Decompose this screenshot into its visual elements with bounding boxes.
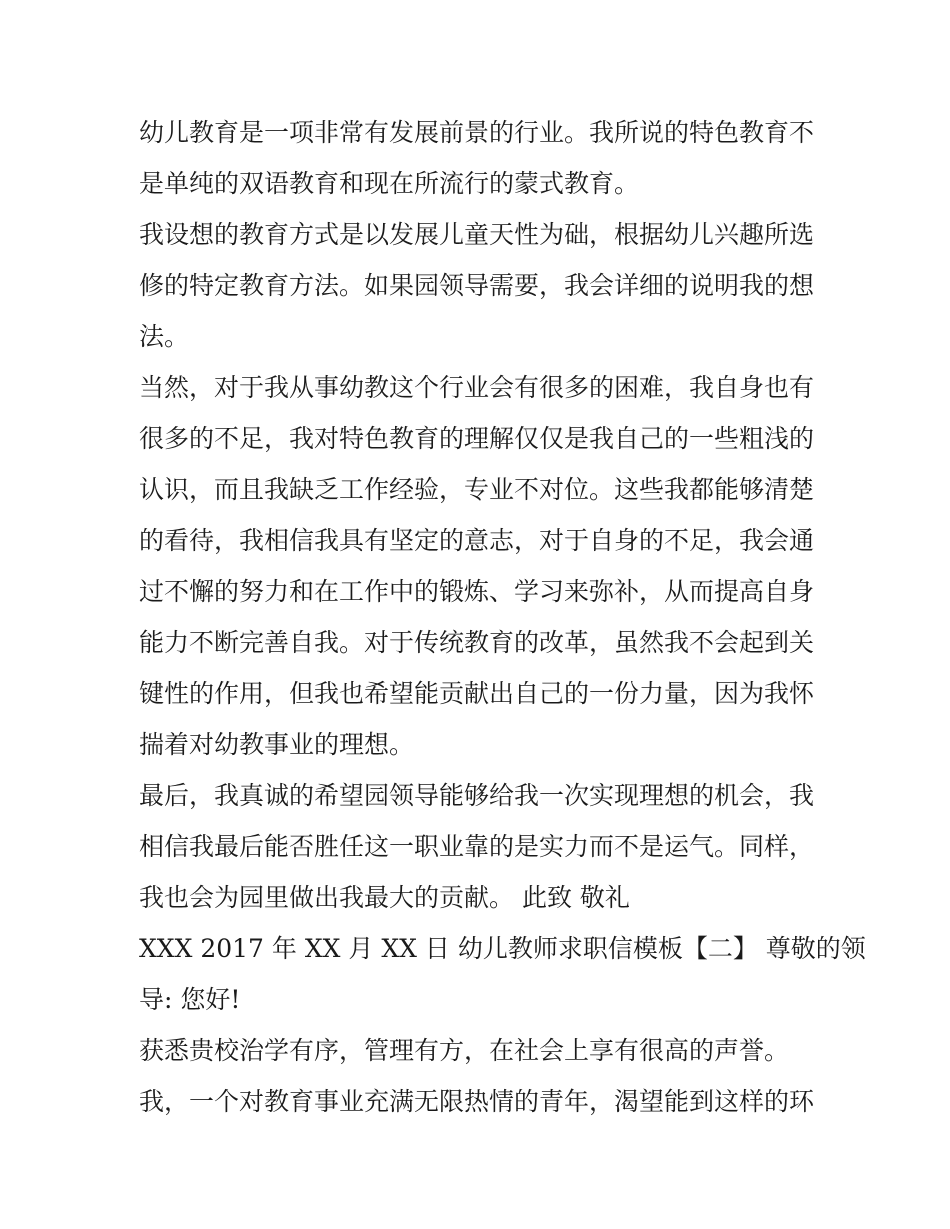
text-line: 我也会为园里做出我最大的贡献。 此致 敬礼 bbox=[139, 883, 630, 912]
text-line: 我，一个对教育事业充满无限热情的青年，渴望能到这样的环 bbox=[139, 1087, 815, 1116]
text-line: XXX 2017 年 XX 月 XX 日 幼儿教师求职信模板【二】 尊敬的领 bbox=[139, 934, 866, 963]
text-line: 最后，我真诚的希望园领导能够给我一次实现理想的机会，我 bbox=[139, 781, 815, 810]
text-line: 当然，对于我从事幼教这个行业会有很多的困难，我自身也有 bbox=[139, 373, 815, 402]
paragraph bbox=[139, 923, 866, 1025]
text-line: 幼儿教育是一项非常有发展前景的行业。我所说的特色教育不 bbox=[139, 118, 815, 147]
text-line: 相信我最后能否胜任这一职业靠的是实力而不是运气。同样， bbox=[139, 832, 815, 861]
text-line: 能力不断完善自我。对于传统教育的改革，虽然我不会起到关 bbox=[139, 628, 815, 657]
text-line: 我设想的教育方式是以发展儿童天性为础，根据幼儿兴趣所选 bbox=[139, 220, 815, 249]
paragraph bbox=[139, 362, 819, 770]
text-line: 是单纯的双语教育和现在所流行的蒙式教育。 bbox=[139, 169, 640, 198]
document-body bbox=[139, 107, 866, 1127]
paragraph bbox=[139, 107, 819, 209]
text-line: 的看待，我相信我具有坚定的意志，对于自身的不足，我会通 bbox=[139, 526, 815, 555]
text-line: 认识，而且我缺乏工作经验，专业不对位。这些我都能够清楚 bbox=[139, 475, 815, 504]
paragraph bbox=[139, 770, 819, 923]
text-line: 过不懈的努力和在工作中的锻炼、学习来弥补，从而提高自身 bbox=[139, 577, 815, 606]
text-line: 修的特定教育方法。如果园领导需要，我会详细的说明我的想 bbox=[139, 271, 815, 300]
text-line: 很多的不足，我对特色教育的理解仅仅是我自己的一些粗浅的 bbox=[139, 424, 815, 453]
text-line: 揣着对幼教事业的理想。 bbox=[139, 730, 415, 759]
paragraph bbox=[139, 1076, 819, 1127]
text-line: 获悉贵校治学有序，管理有方，在社会上享有很高的声誉。 bbox=[139, 1036, 790, 1065]
paragraph bbox=[139, 209, 819, 362]
text-line: 法。 bbox=[139, 322, 190, 351]
text-line: 导: 您好! bbox=[139, 985, 241, 1014]
text-line: 键性的作用，但我也希望能贡献出自己的一份力量，因为我怀 bbox=[139, 679, 815, 708]
paragraph bbox=[139, 1025, 819, 1076]
